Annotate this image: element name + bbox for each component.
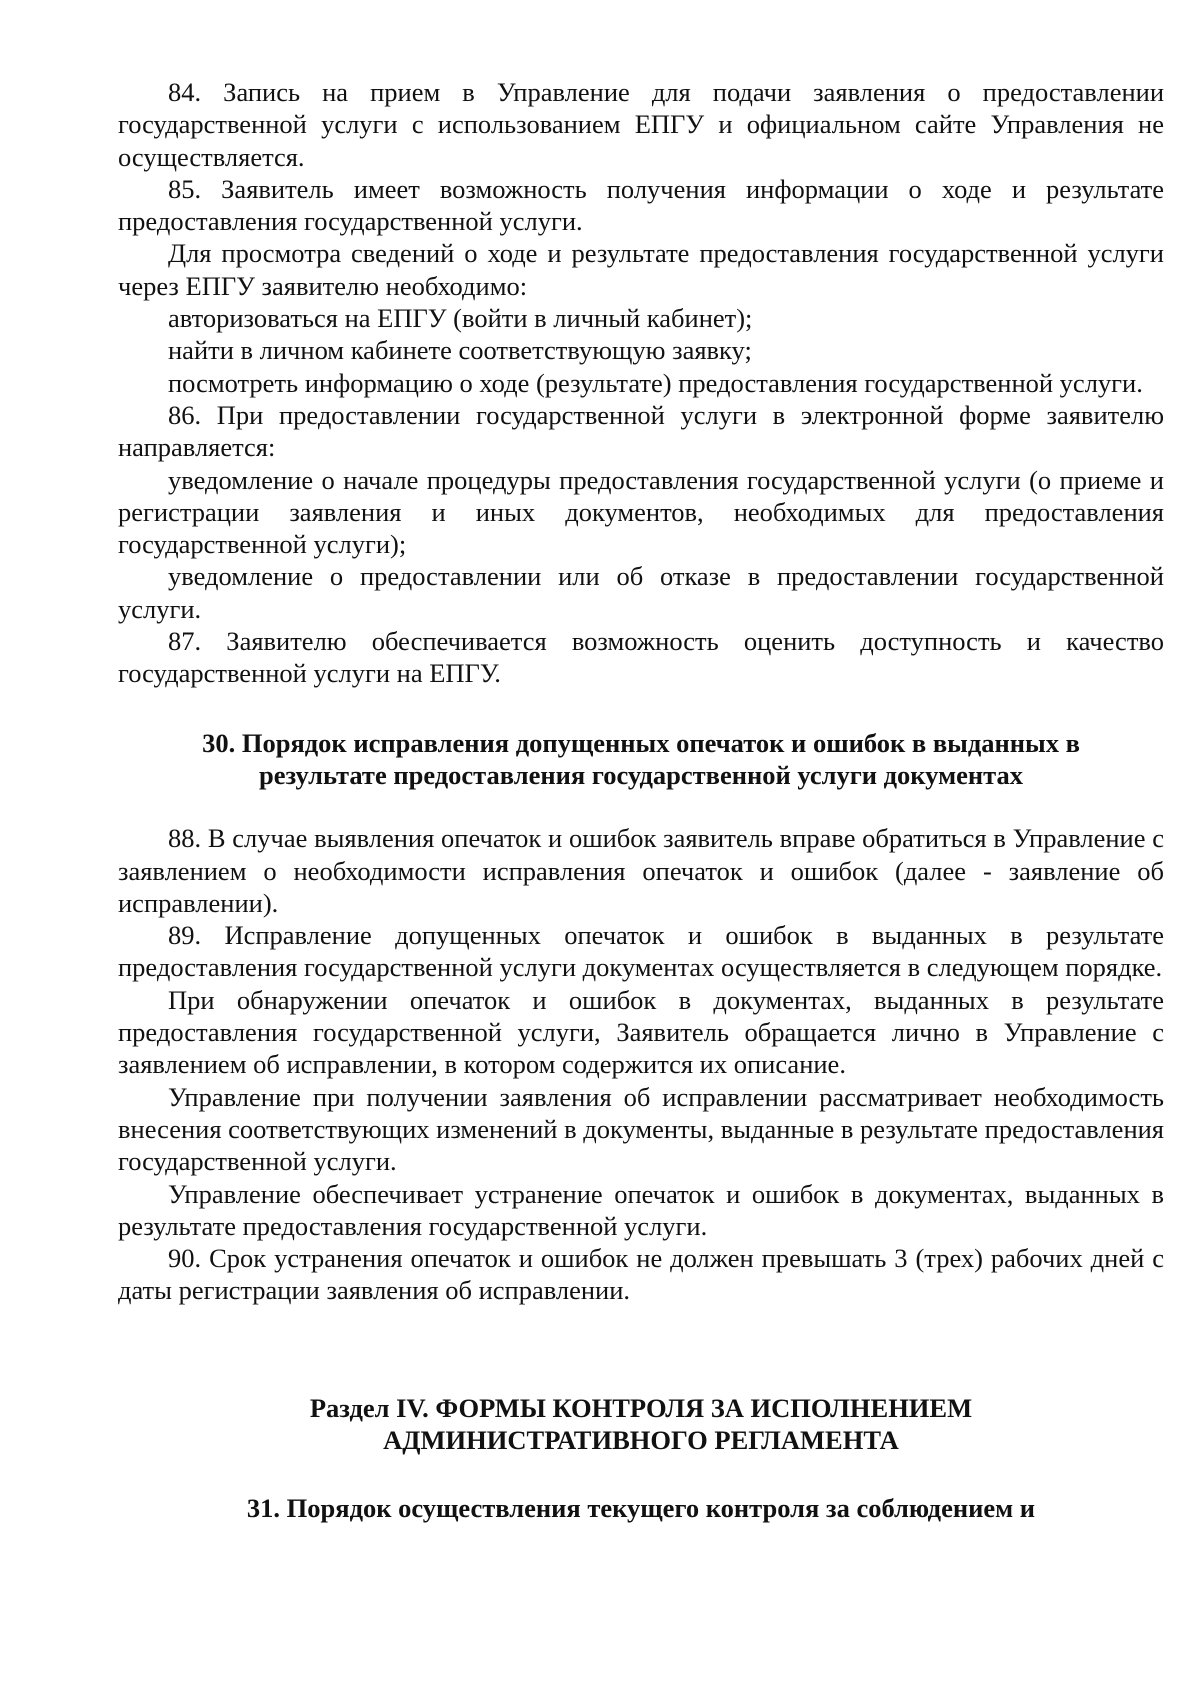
- paragraph-epgu-view: Для просмотра сведений о ходе и результате предоставления государственной услуги через ЕПГУ заявителю необходимо:: [118, 238, 1164, 301]
- heading-section-30: 30. Порядок исправления допущенных опечаток и ошибок в выданных в результате предоставления государственной услуги документах: [202, 727, 1080, 790]
- paragraph-90: 90. Срок устранения опечаток и ошибок не должен превышать 3 (трех) рабочих дней с даты регистрации заявления об исправлении.: [118, 1243, 1164, 1306]
- paragraph-84: 84. Запись на прием в Управление для подачи заявления о предоставлении государственной услуги с использованием ЕПГУ и официальном сайте Управления не осуществляется.: [118, 77, 1164, 172]
- paragraph-correction: Управление обеспечивает устранение опечаток и ошибок в документах, выданных в результате предоставления государственной услуги.: [118, 1178, 1164, 1241]
- document-body: [118, 76, 1164, 1525]
- paragraph-review: Управление при получении заявления об исправлении рассматривает необходимость внесения соответствующих изменений в документы, выданные в результате предоставления государственной услуги.: [118, 1081, 1164, 1177]
- paragraph-87: 87. Заявителю обеспечивается возможность оценить доступность и качество государственной услуги на ЕПГУ.: [118, 626, 1164, 689]
- paragraph-view-info: посмотреть информацию о ходе (результате) предоставления государственной услуги.: [168, 367, 1143, 398]
- paragraph-find-request: найти в личном кабинете соответствующую заявку;: [168, 335, 752, 366]
- paragraph-85: 85. Заявитель имеет возможность получения информации о ходе и результате предоставления государственной услуги.: [118, 173, 1164, 237]
- heading-section-31: 31. Порядок осуществления текущего контроля за соблюдением и: [246, 1493, 1036, 1524]
- paragraph-89: 89. Исправление допущенных опечаток и ошибок в выданных в результате предоставления государственной услуги документах осуществляется в следующем порядке.: [118, 920, 1164, 983]
- paragraph-86: 86. При предоставлении государственной услуги в электронной форме заявителю направляется:: [118, 399, 1164, 463]
- heading-section-iv: Раздел IV. ФОРМЫ КОНТРОЛЯ ЗА ИСПОЛНЕНИЕМ АДМИНИСТРАТИВНОГО РЕГЛАМЕНТА: [309, 1392, 973, 1455]
- paragraph-notice-start: уведомление о начале процедуры предоставления государственной услуги (о приеме и регистрации заявления и иных документов, необходимых для предоставления государственной услуги);: [118, 464, 1164, 560]
- paragraph-88: 88. В случае выявления опечаток и ошибок заявитель вправе обратиться в Управление с заявлением о необходимости исправления опечаток и ошибок (далее - заявление об исправлении).: [118, 823, 1164, 918]
- paragraph-notice-result: уведомление о предоставлении или об отказе в предоставлении государственной услуги.: [118, 561, 1164, 624]
- paragraph-authorize: авторизоваться на ЕПГУ (войти в личный кабинет);: [168, 303, 753, 334]
- paragraph-detection: При обнаружении опечаток и ошибок в документах, выданных в результате предоставления государственной услуги, Заявитель обращается лично в Управление с заявлением об исправлении, в котором содержится их описание.: [118, 984, 1164, 1080]
